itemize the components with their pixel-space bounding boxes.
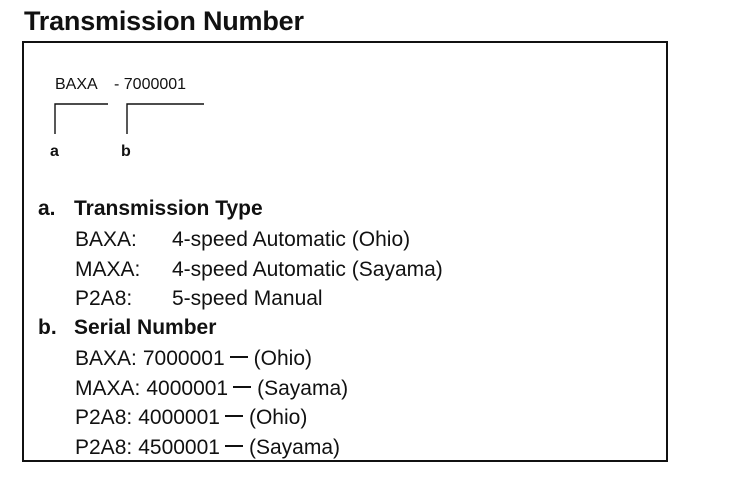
section-heading-type: [38, 197, 263, 221]
serial-row: [75, 377, 348, 401]
serial-row: [75, 436, 340, 460]
range-dash: [225, 445, 243, 447]
serial-number: 4500001: [138, 436, 220, 459]
code-type-label: BAXA: [55, 76, 98, 93]
range-dash: [225, 415, 243, 417]
section-heading-serial: [38, 316, 216, 340]
type-code: P2A8:: [75, 287, 133, 310]
range-dash: [233, 386, 251, 388]
type-description: 5-speed Manual: [172, 287, 323, 310]
serial-row: [75, 406, 307, 430]
serial-number: 4000001: [146, 377, 229, 400]
marker-b: b: [121, 143, 131, 160]
serial-plant: (Ohio): [253, 347, 312, 370]
serial-code: P2A8:: [75, 436, 133, 459]
marker-a: a: [50, 143, 59, 160]
type-row: [75, 258, 443, 282]
type-code: MAXA:: [75, 258, 141, 281]
section-letter: b.: [38, 316, 57, 339]
serial-plant: (Sayama): [257, 377, 349, 400]
serial-row: [75, 347, 312, 371]
type-row: [75, 287, 323, 311]
page-title: Transmission Number: [24, 6, 304, 36]
serial-number: 4000001: [138, 406, 220, 429]
code-serial-label: - 7000001: [114, 76, 187, 93]
section-title: Transmission Type: [74, 197, 263, 220]
serial-number: 7000001: [142, 347, 225, 370]
serial-code: BAXA:: [75, 347, 137, 370]
type-description: 4-speed Automatic (Sayama): [172, 258, 443, 281]
serial-code: MAXA:: [75, 377, 141, 400]
section-title: Serial Number: [74, 316, 217, 339]
section-letter: a.: [38, 197, 56, 220]
serial-code: P2A8:: [75, 406, 133, 429]
serial-plant: (Sayama): [248, 436, 341, 459]
type-code: BAXA:: [75, 228, 137, 251]
type-row: [75, 228, 410, 252]
range-dash: [230, 356, 248, 358]
serial-plant: (Ohio): [248, 406, 308, 429]
type-description: 4-speed Automatic (Ohio): [172, 228, 411, 251]
